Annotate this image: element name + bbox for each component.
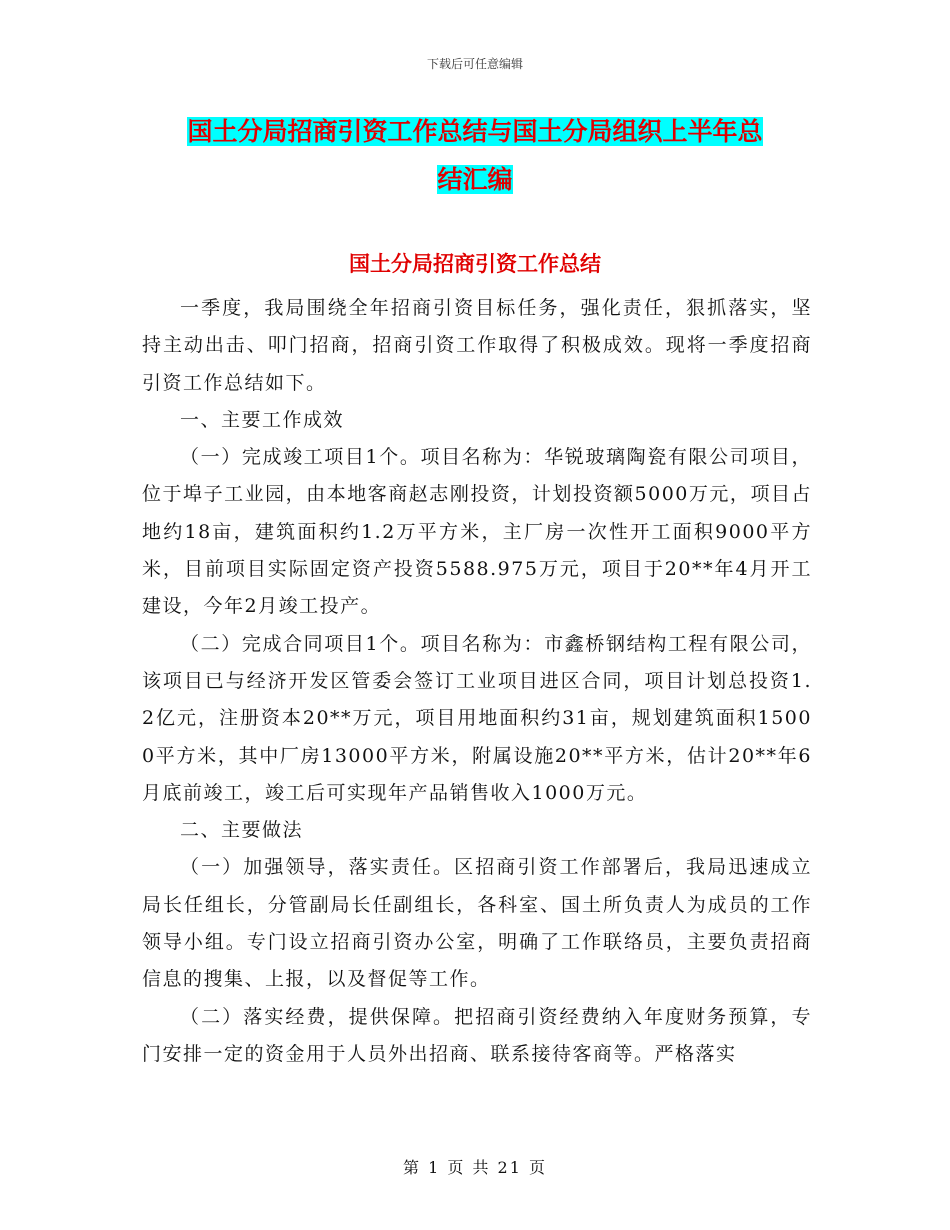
document-title	[150, 108, 800, 204]
paragraph-intro: 一季度，我局围绕全年招商引资目标任务，强化责任，狠抓落实，坚持主动出击、叩门招商，招商引资工作取得了积极成效。现将一季度招商引资工作总结如下。	[142, 297, 812, 394]
page-footer: 第 1 页 共 21 页	[403, 1158, 547, 1177]
document-title-line-2: 结汇编	[437, 165, 513, 194]
document-title-line-1: 国土分局招商引资工作总结与国土分局组织上半年总	[187, 117, 763, 146]
paragraph-contract-project: （二）完成合同项目1个。项目名称为：市鑫桥钢结构工程有限公司，该项目已与经济开发区管委会签订工业项目进区合同，项目计划总投资1.2亿元，注册资本20**万元，项目用地面积约31亩，规划建筑面积15000平方米，其中厂房13000平方米，附属设施20**平方米，估计20**年6月底前竣工，竣工后可实现年产品销售收入1000万元。	[142, 632, 812, 804]
header-note: 下载后可任意编辑	[426, 57, 523, 71]
document-body	[142, 290, 812, 1073]
paragraph-leadership: （一）加强领导，落实责任。区招商引资工作部署后，我局迅速成立局长任组长，分管副局长任副组长，各科室、国土所负责人为成员的工作领导小组。专门设立招商引资办公室，明确了工作联络员，主要负责招商信息的搜集、上报，以及督促等工作。	[142, 856, 812, 991]
paragraph-funding: （二）落实经费，提供保障。把招商引资经费纳入年度财务预算，专门安排一定的资金用于人员外出招商、联系接待客商等。严格落实	[142, 1005, 812, 1065]
heading-methods: 二、主要做法	[180, 819, 304, 842]
heading-achievements: 一、主要工作成效	[180, 408, 345, 431]
section-title: 国土分局招商引资工作总结	[349, 252, 601, 276]
paragraph-completed-project: （一）完成竣工项目1个。项目名称为：华锐玻璃陶瓷有限公司项目，位于埠子工业园，由本地客商赵志刚投资，计划投资额5000万元，项目占地约18亩，建筑面积约1.2万平方米，主厂房一次性开工面积9000平方米，目前项目实际固定资产投资5588.975万元，项目于20**年4月开工建设，今年2月竣工投产。	[142, 446, 812, 618]
